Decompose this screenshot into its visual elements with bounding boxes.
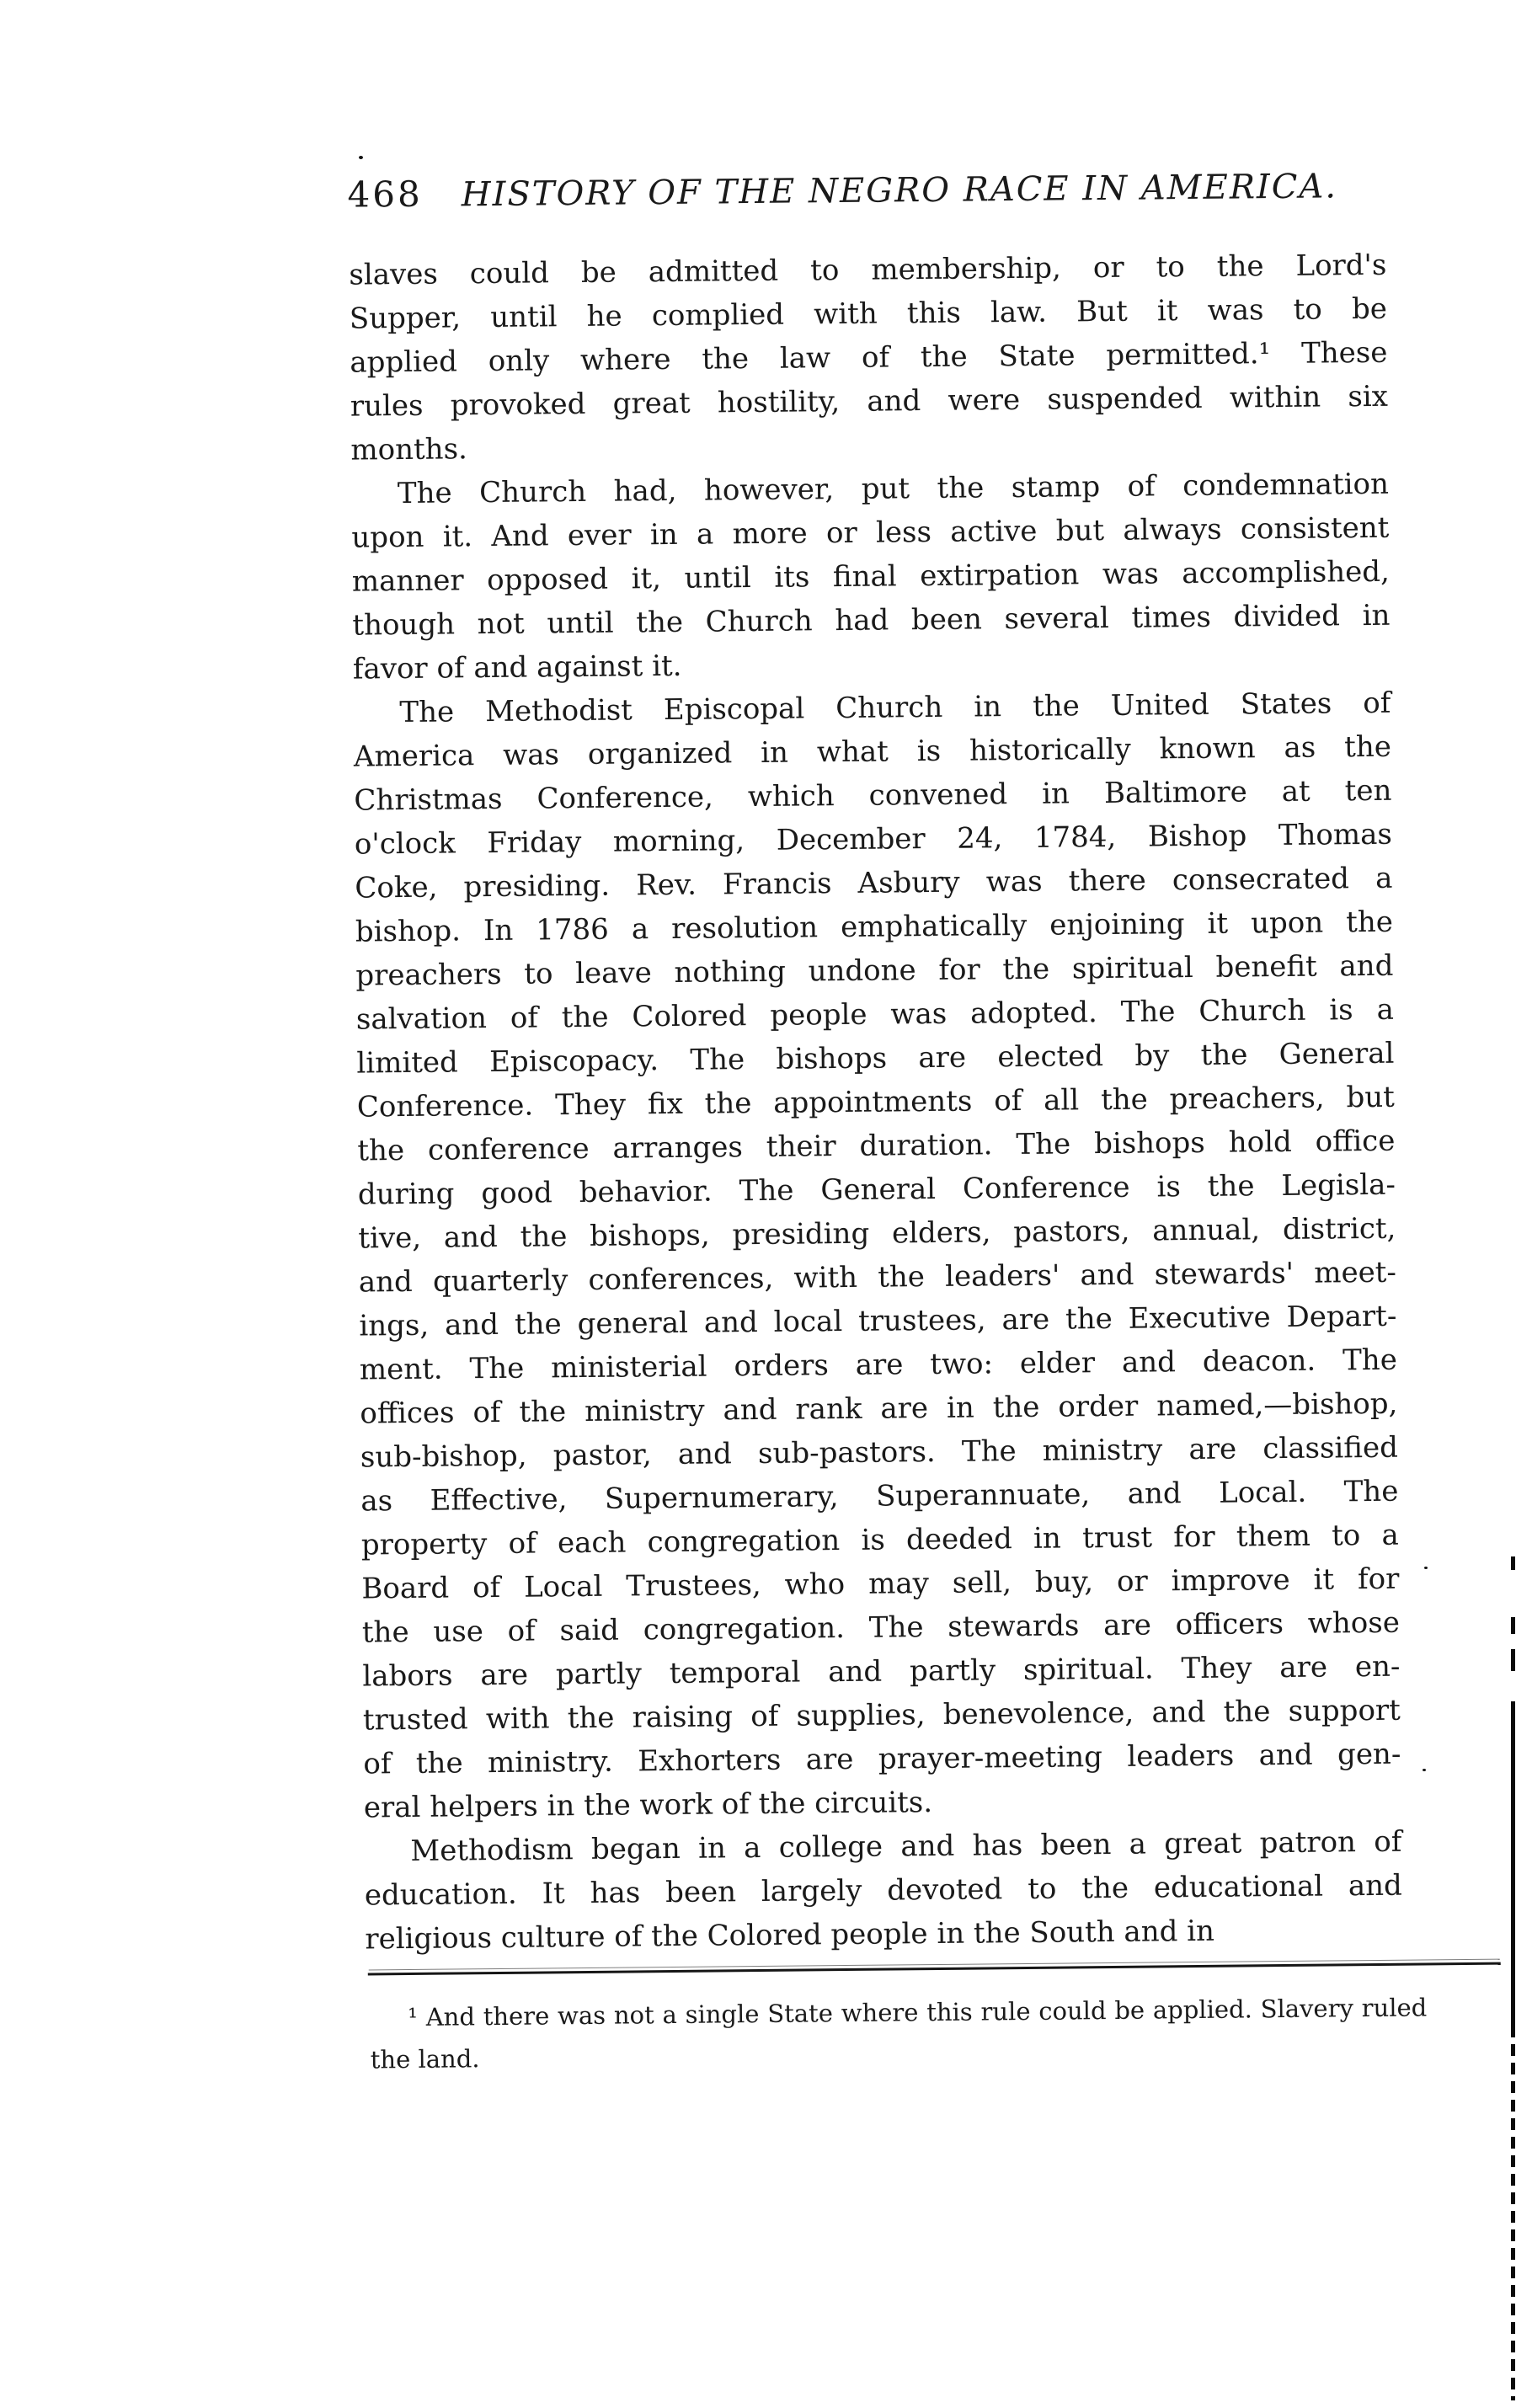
- text-line: Coke, presiding. Rev. Francis Asbury was there consecrated a: [355, 861, 1393, 905]
- text-line: during good behavior. The General Conference is the Legisla-: [357, 1167, 1396, 1212]
- text-line: of the ministry. Exhorters are prayer-meeting leaders and gen-: [363, 1737, 1401, 1781]
- text-line: religious culture of the Colored people in the South and in: [365, 1914, 1215, 1957]
- text-line: tive, and the bishops, presiding elders, pastors, annual, district,: [358, 1211, 1396, 1256]
- text-line: upon it. And ever in a more or less active but always consistent: [351, 510, 1390, 555]
- text-line: the land.: [370, 2044, 480, 2074]
- scan-edge-artifact: [1511, 1556, 1515, 1570]
- scan-edge-artifact: [1511, 1701, 1515, 2026]
- text-line: education. It has been largely devoted to the educational and: [364, 1868, 1403, 1913]
- ink-speck: [1424, 1567, 1428, 1569]
- text-line: o'clock Friday morning, December 24, 1784, Bishop Thomas: [354, 817, 1393, 862]
- paragraph: [349, 243, 1388, 473]
- text-line: eral helpers in the work of the circuits.: [363, 1786, 933, 1825]
- body-text: [349, 243, 1402, 1962]
- text-line: the conference arranges their duration. The bishops hold office: [357, 1124, 1396, 1168]
- text-line: property of each congregation is deeded in trust for them to a: [360, 1518, 1400, 1562]
- text-line: favor of and against it.: [352, 649, 682, 686]
- text-line: slaves could be admitted to membership, or to the Lord's: [349, 248, 1387, 292]
- text-line: offices of the ministry and rank are in the order named,—bishop,: [360, 1386, 1398, 1431]
- footnote: [370, 1986, 1428, 2080]
- text-line: Board of Local Trustees, who may sell, buy, or improve it for: [361, 1562, 1400, 1606]
- text-line: Conference. They fix the appointments of all the preachers, but: [356, 1080, 1396, 1124]
- scan-edge-artifact: [1511, 1617, 1515, 1634]
- text-line: the use of said congregation. The stewards are officers whose: [361, 1605, 1401, 1650]
- text-line: trusted with the raising of supplies, benevolence, and the support: [362, 1693, 1401, 1738]
- paragraph: [353, 681, 1401, 1830]
- ink-speck: [1423, 1769, 1426, 1771]
- paragraph: [351, 462, 1391, 691]
- text-line: applied only where the law of the State permitted.¹ These: [350, 335, 1388, 380]
- text-line: ings, and the general and local trustees, are the Executive Depart-: [359, 1299, 1397, 1343]
- text-line: preachers to leave nothing undone for the spiritual benefit and: [355, 948, 1394, 993]
- text-line: The Church had, however, put the stamp of condemnation: [397, 467, 1390, 511]
- text-line: salvation of the Colored people was adopted. The Church is a: [355, 992, 1395, 1037]
- text-line: manner opposed it, until its final extirpation was accomplished,: [351, 554, 1391, 599]
- text-line: as Effective, Supernumerary, Superannuate, and Local. The: [360, 1474, 1399, 1519]
- text-line: Christmas Conference, which convened in Baltimore at ten: [354, 773, 1392, 818]
- paragraph: [364, 1820, 1402, 1962]
- text-line: ment. The ministerial orders are two: elder and deacon. The: [359, 1343, 1398, 1387]
- text-line: ¹ And there was not a single State where this rule could be applied. Slavery ruled: [408, 1993, 1428, 2032]
- text-line: The Methodist Episcopal Church in the United States of: [399, 686, 1391, 730]
- text-line: and quarterly conferences, with the leaders' and stewards' meet-: [358, 1255, 1397, 1300]
- text-line: sub-bishop, pastor, and sub-pastors. The ministry are classified: [360, 1430, 1399, 1475]
- text-line: bishop. In 1786 a resolution emphatically enjoining it upon the: [355, 905, 1394, 949]
- text-line: Supper, until he complied with this law. But it was to be: [349, 291, 1388, 336]
- text-line: America was organized in what is historically known as the: [353, 729, 1392, 774]
- text-line: limited Episcopacy. The bishops are elected by the General: [356, 1036, 1395, 1081]
- scan-edge-artifact: [1511, 1649, 1515, 1671]
- scan-edge-artifact: [1511, 2026, 1515, 2400]
- running-title: HISTORY OF THE NEGRO RACE IN AMERICA.: [461, 167, 1338, 215]
- text-line: rules provoked great hostility, and were suspended within six: [350, 379, 1389, 424]
- page-header: [347, 164, 1408, 216]
- text-line: though not until the Church had been several times divided in: [352, 598, 1391, 643]
- page-number: 468: [347, 173, 423, 216]
- text-line: months.: [350, 432, 468, 467]
- text-line: labors are partly temporal and partly spiritual. They are en-: [362, 1649, 1401, 1694]
- ink-speck: [359, 156, 363, 159]
- text-line: Methodism began in a college and has been a great patron of: [410, 1824, 1402, 1868]
- footnote-rule: [368, 1962, 1501, 1976]
